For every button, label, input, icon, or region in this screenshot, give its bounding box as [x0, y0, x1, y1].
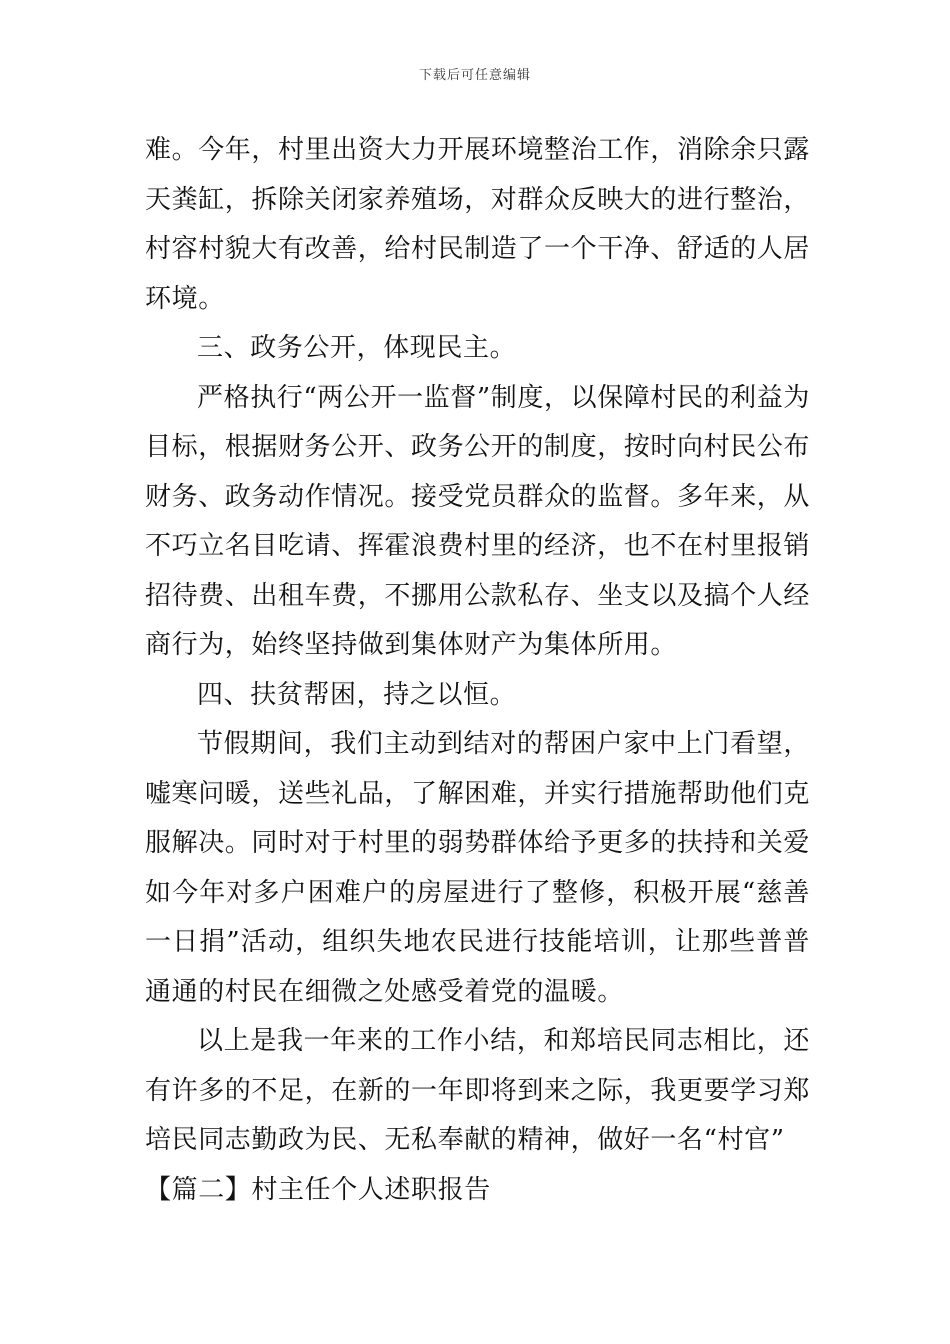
heading-poverty-relief: 四、扶贫帮困，持之以恒。 [197, 679, 517, 710]
paragraph-environment: 难。今年，村里出资大力开展环境整治工作，消除余只露天粪缸，拆除关闭家养殖场，对群众反映大的进行整治，村容村貌大有改善，给村民制造了一个干净、舒适的人居环境。 [145, 135, 811, 314]
paragraph-summary: 以上是我一年来的工作小结，和郑培民同志相比，还有许多的不足，在新的一年即将到来之际，我更要学习郑培民同志勤政为民、无私奉献的精神，做好一名“村官” [145, 1026, 811, 1155]
section-title: 【篇二】村主任个人述职报告 [145, 1174, 491, 1205]
header-note: 下载后可任意编辑 [418, 68, 531, 83]
paragraph-transparency: 严格执行“两公开一监督”制度，以保障村民的利益为目标，根据财务公开、政务公开的制度，按时向村民公布财务、政务动作情况。接受党员群众的监督。多年来，从不巧立名目吃请、挥霍浪费村里的经济，也不在村里报销招待费、出租车费，不挪用公款私存、坐支以及搞个人经商行为，始终坚持做到集体财产为集体所用。 [145, 382, 811, 660]
paragraph-relief: 节假期间，我们主动到结对的帮困户家中上门看望，嘘寒问暖，送些礼品，了解困难，并实行措施帮助他们克服解决。同时对于村里的弱势群体给予更多的扶持和关爱如今年对多户困难户的房屋进行了整修，积极开展“慈善一日捐”活动，组织失地农民进行技能培训，让那些普普通通的村民在细微之处感受着党的温暖。 [145, 729, 811, 1007]
heading-government-affairs: 三、政务公开，体现民主。 [197, 333, 517, 363]
document-body [145, 126, 810, 1215]
